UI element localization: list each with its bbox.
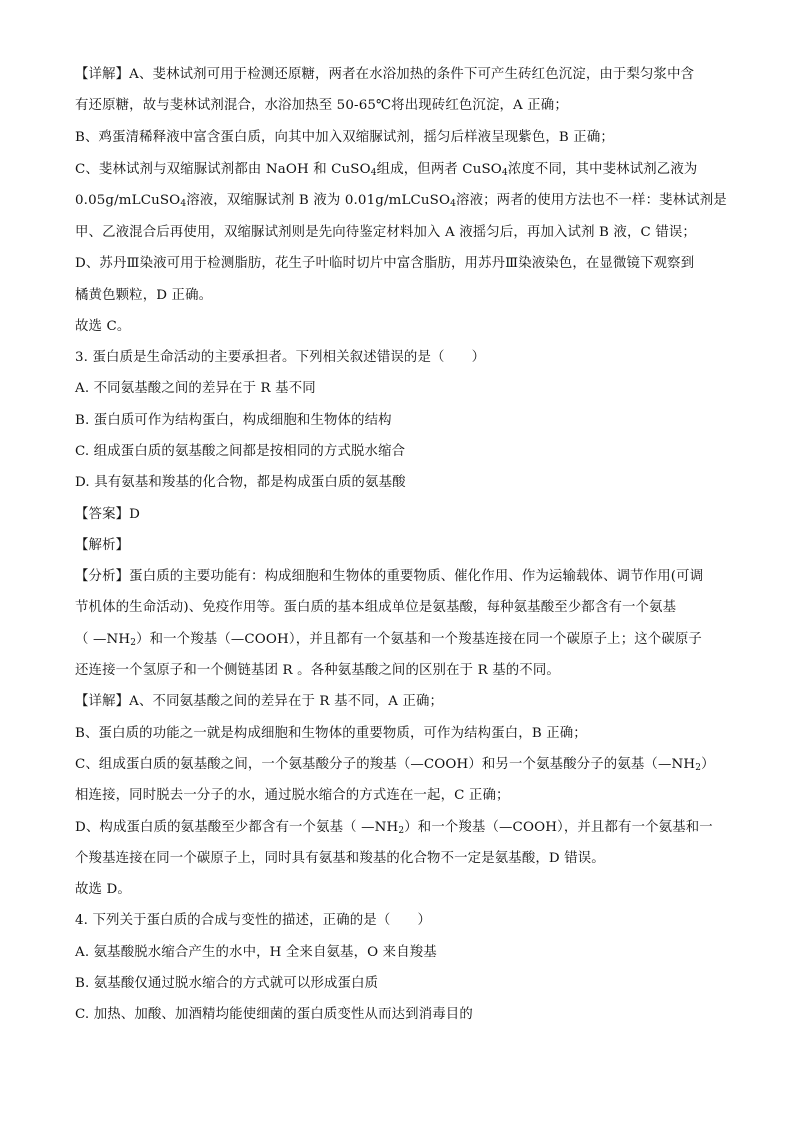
text-line: C、组成蛋白质的氨基酸之间，一个氨基酸分子的羧基（—COOH）和另一个氨基酸分子的氨基$(—NH_2)$ [75, 757, 715, 773]
question-stem: 4. 下列关于蛋白质的合成与变性的描述，正确的是（ ） [75, 913, 431, 928]
question-stem: 3. 蛋白质是生命活动的主要承担者。下列相关叙述错误的是（ ） [75, 350, 486, 365]
section-tag: 【详解】 [75, 67, 130, 82]
option-b: B. 氨基酸仅通过脱水缩合的方式就可以形成蛋白质 [75, 976, 379, 991]
option-c: C. 组成蛋白质的氨基酸之间都是按相同的方式脱水缩合 [75, 444, 406, 459]
text-line: D、构成蛋白质的氨基酸至少都含有一个氨基（ $—NH_2$）和一个羧基（—COOH），并且都有一个氨基和一 [75, 820, 713, 836]
text-line: 【分析】蛋白质的主要功能有：构成细胞和生物体的重要物质、催化作用、作为运输载体、调节作用(可调 [75, 569, 704, 584]
text-line: 【详解】A、斐林试剂可用于检测还原糖，两者在水浴加热的条件下可产生砖红色沉淀，由于梨匀浆中含 [75, 67, 695, 82]
text-line: 故选 C。 [75, 319, 131, 334]
section-tag: 【答案】 [75, 507, 130, 522]
text-line: 橘黄色颗粒，D 正确。 [75, 288, 213, 303]
section-tag: 【解析】 [75, 538, 130, 553]
text-line: 节机体的生命活动)、免疫作用等。蛋白质的基本组成单位是氨基酸，每种氨基酸至少都含有一个氨基 [75, 600, 677, 615]
option-c: C. 加热、加酸、加酒精均能使细菌的蛋白质变性从而达到消毒目的 [75, 1007, 473, 1022]
text-line: B、蛋白质的功能之一就是构成细胞和生物体的重要物质，可作为结构蛋白，B 正确； [75, 726, 587, 741]
text-line: 有还原糖，故与斐林试剂混合，水浴加热至 50-65℃将出现砖红色沉淀，A 正确； [75, 98, 568, 113]
text-line: 故选 D。 [75, 882, 131, 897]
text-line: 还连接一个氢原子和一个侧链基团 R 。各种氨基酸之间的区别在于 R 基的不同。 [75, 663, 560, 678]
text-line: 0.05g/mLCuSO$_4$溶液，双缩脲试剂 B 液为 0.01g/mLCuSO$_4$溶液；两者的使用方法也不一样：斐林试剂是 [75, 193, 727, 209]
text-line: 甲、乙液混合后再使用，双缩脲试剂则是先向待鉴定材料加入 A 液摇匀后，再加入试剂 B 液，C 错误； [75, 225, 696, 240]
text-line: C、斐林试剂与双缩脲试剂都由 NaOH 和 CuSO$_4$组成，但两者 CuSO$_4$浓度不同，其中斐林试剂乙液为 [75, 162, 698, 178]
text-line: 个羧基连接在同一个碳原子上，同时具有氨基和羧基的化合物不一定是氨基酸，D 错误。 [75, 851, 605, 866]
section-tag: 【详解】 [75, 694, 130, 709]
answer-line: 【答案】D [75, 507, 141, 522]
text-line: 【详解】A、不同氨基酸之间的差异在于 R 基不同，A 正确； [75, 694, 444, 709]
section-tag: 【分析】 [75, 569, 130, 584]
text-line: 相连接，同时脱去一分子的水，通过脱水缩合的方式连在一起，C 正确； [75, 788, 510, 803]
text-line: B、鸡蛋清稀释液中富含蛋白质，向其中加入双缩脲试剂，摇匀后样液呈现紫色，B 正确； [75, 130, 614, 145]
text-line: （ $—NH_2$）和一个羧基（—COOH），并且都有一个氨基和一个羧基连接在同一个碳原子上；这个碳原子 [75, 632, 702, 648]
text-line: D、苏丹Ⅲ染液可用于检测脂肪，花生子叶临时切片中富含脂肪，用苏丹Ⅲ染液染色，在显微镜下观察到 [75, 256, 695, 271]
option-d: D. 具有氨基和羧基的化合物，都是构成蛋白质的氨基酸 [75, 475, 406, 490]
option-a: A. 氨基酸脱水缩合产生的水中，H 全来自氨基，O 来自羧基 [75, 945, 437, 960]
option-a: A. 不同氨基酸之间的差异在于 R 基不同 [75, 381, 316, 396]
option-b: B. 蛋白质可作为结构蛋白，构成细胞和生物体的结构 [75, 413, 392, 428]
